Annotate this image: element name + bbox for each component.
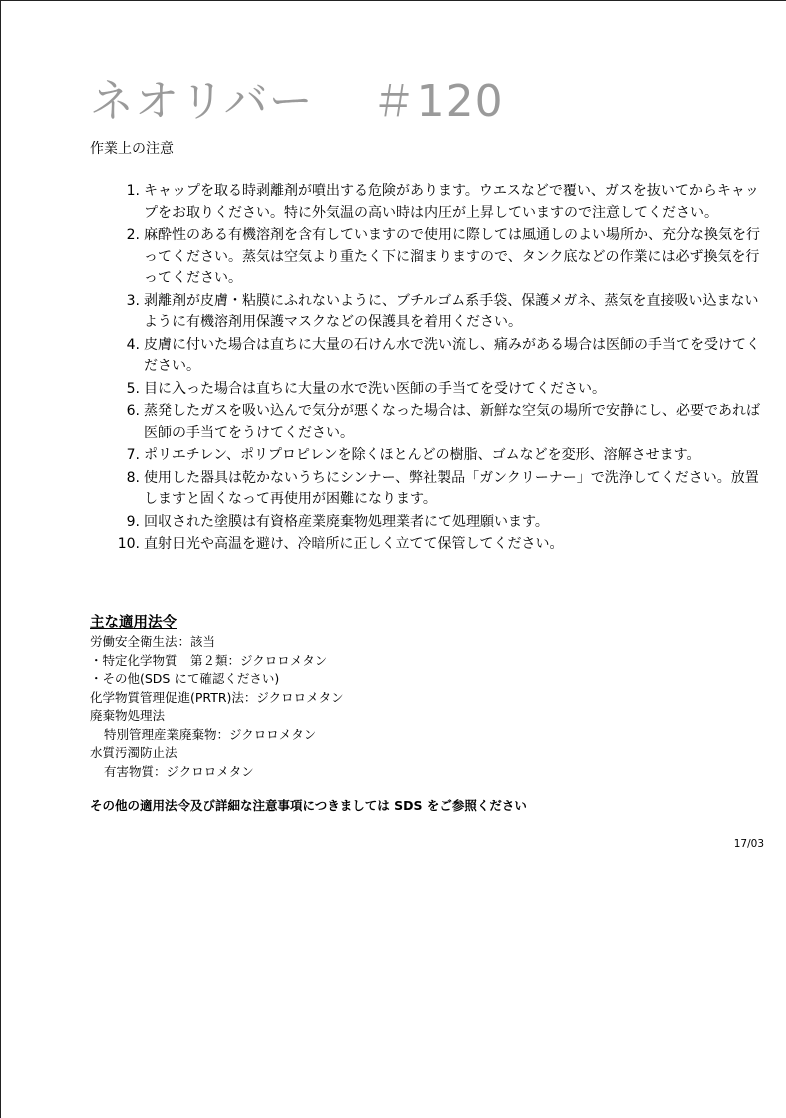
precaution-item xyxy=(116,534,768,556)
precaution-text: 直射日光や高温を避け、冷暗所に正しく立てて保管してください。 xyxy=(144,536,564,552)
precaution-number: 8. xyxy=(126,469,140,486)
law-line: 水質汚濁防止法 xyxy=(90,745,178,760)
precaution-text: 皮膚に付いた場合は直ちに大量の石けん水で洗い流し、痛みがある場合は医師の手当てを受けてください。 xyxy=(144,336,760,374)
law-line: ・その他(SDS にて確認ください) xyxy=(90,671,280,686)
precaution-text: 目に入った場合は直ちに大量の水で洗い医師の手当てを受けてください。 xyxy=(144,380,606,397)
precaution-item xyxy=(116,512,768,534)
precaution-text: キャップを取る時剥離剤が噴出する危険があります。ウエスなどで覆い、ガスを抜いてからキャップをお取りください。特に外気温の高い時は内圧が上昇していますので注意してください。 xyxy=(144,183,759,221)
precaution-text: ポリエチレン、ポリプロピレンを除くほとんどの樹脂、ゴムなどを変形、溶解させます。 xyxy=(144,447,701,463)
precaution-item xyxy=(116,335,768,378)
precaution-item xyxy=(116,401,768,444)
precaution-number: 10. xyxy=(117,536,140,552)
page-border-left xyxy=(0,0,1,1118)
law-line: ・特定化学物質 第２類：ジクロロメタン xyxy=(90,652,328,668)
precaution-number: 2. xyxy=(126,227,140,243)
precaution-number: 9. xyxy=(126,513,140,530)
precaution-number: 5. xyxy=(126,380,140,397)
precaution-number: 7. xyxy=(126,447,140,463)
precaution-item xyxy=(116,468,768,511)
precaution-text: 回収された塗膜は有資格産業廃棄物処理業者にて処理願います。 xyxy=(144,513,549,530)
sds-footnote: その他の適用法令及び詳細な注意事項につきましては SDS をご参照ください xyxy=(90,798,527,813)
page-border-top xyxy=(0,0,786,1)
precaution-item xyxy=(116,379,768,401)
law-line: 特別管理産業廃棄物：ジクロロメタン xyxy=(104,726,317,742)
section-subtitle: 作業上の注意 xyxy=(90,141,174,157)
precaution-number: 4. xyxy=(126,336,140,353)
precaution-text: 蒸発したガスを吸い込んで気分が悪くなった場合は、新鮮な空気の場所で安静にし、必要であれば医師の手当てをうけてください。 xyxy=(144,403,760,441)
product-name: ネオリバー xyxy=(90,76,314,127)
product-code: ＃120 xyxy=(371,76,504,127)
precaution-number: 6. xyxy=(126,403,140,419)
precaution-number: 1. xyxy=(126,183,140,199)
law-line: 廃棄物処理法 xyxy=(90,708,166,723)
precaution-text: 使用した器具は乾かないうちにシンナー、弊社製品「ガンクリーナー」で洗浄してください。放置しますと固くなって再使用が困難になります。 xyxy=(144,469,759,507)
precaution-number: 3. xyxy=(126,292,140,309)
law-line: 労働安全衛生法：該当 xyxy=(90,634,216,649)
precaution-item xyxy=(116,181,768,224)
precaution-item xyxy=(116,291,768,334)
law-line: 化学物質管理促進(PRTR)法：ジクロロメタン xyxy=(90,689,344,705)
laws-heading: 主な適用法令 xyxy=(90,615,177,631)
precaution-text: 剥離剤が皮膚・粘膜にふれないように、ブチルゴム系手袋、保護メガネ、蒸気を直接吸い込まないように有機溶剤用保護マスクなどの保護具を着用ください。 xyxy=(144,292,759,330)
precautions-list xyxy=(116,181,768,557)
law-line: 有害物質：ジクロロメタン xyxy=(104,763,254,779)
document-title xyxy=(90,72,504,132)
laws-list xyxy=(90,633,344,781)
precaution-item xyxy=(116,445,768,467)
revision-date: 17/03 xyxy=(733,838,764,850)
precaution-text: 麻酔性のある有機溶剤を含有していますので使用に際しては風通しのよい場所か、充分な換気を行ってください。蒸気は空気より重たく下に溜まりますので、タンク底などの作業には必ず換気を行ってください。 xyxy=(144,227,760,286)
precaution-item xyxy=(116,225,768,290)
